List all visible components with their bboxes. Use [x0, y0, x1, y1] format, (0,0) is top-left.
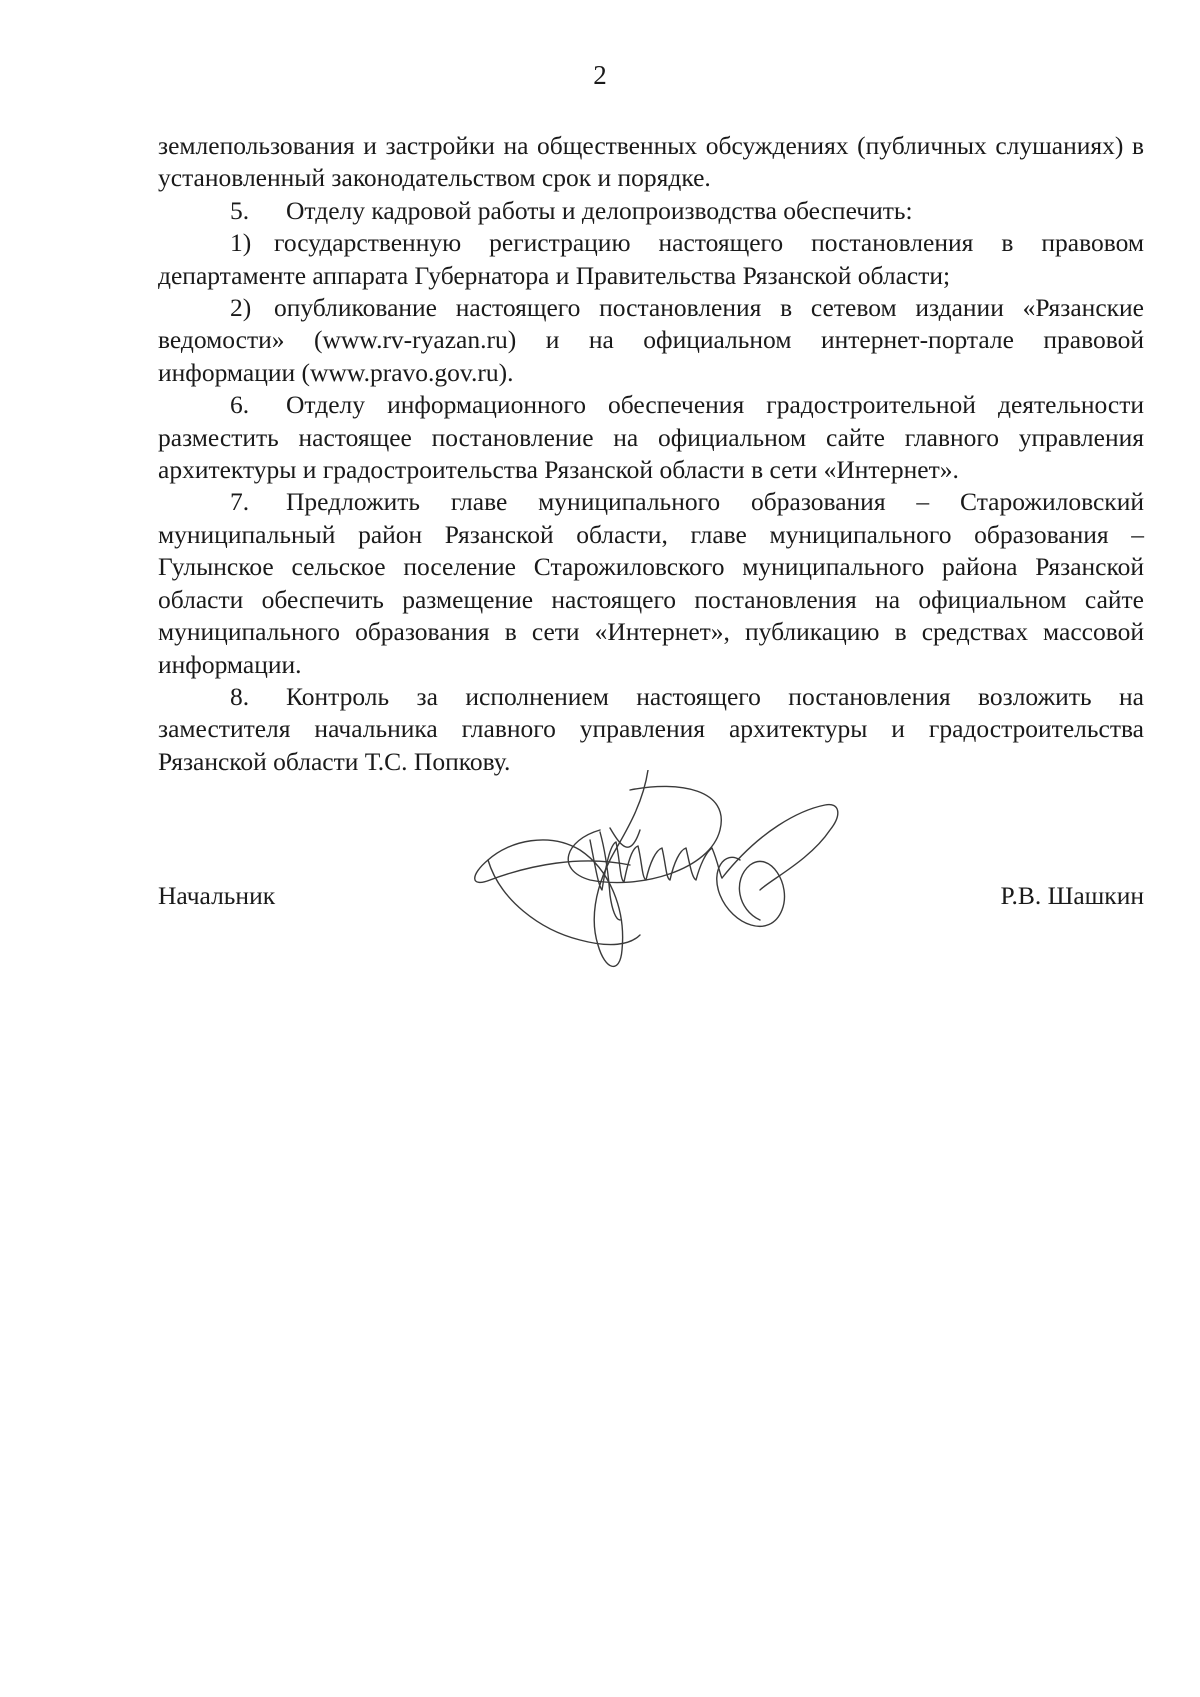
item-number: 7.: [230, 487, 250, 517]
item-number: 5.: [230, 195, 250, 225]
paragraph-text: Контроль за исполнением настоящего постановления возложить на заместителя начальника главного управления архитектуры и градостроительства Рязанской области Т.С. Попкову.: [158, 681, 1144, 776]
signatory-name: Р.В. Шашкин: [1000, 881, 1144, 910]
paragraph-continuation: [158, 130, 1144, 195]
paragraph-subitem-2: [158, 292, 1144, 389]
paragraph-subitem-1: [158, 227, 1144, 292]
paragraph-text: землепользования и застройки на общественных обсуждениях (публичных слушаниях) в установленный законодательством срок и порядке.: [158, 131, 1144, 193]
paragraph-text: государственную регистрацию настоящего постановления в правовом департаменте аппарата Губернатора и Правительства Рязанской области;: [158, 228, 1144, 290]
page-number: 2: [593, 60, 607, 90]
paragraph-text: Отделу информационного обеспечения градостроительной деятельности разместить настоящее постановление на официальном сайте главного управления архитектуры и градостроительства Рязанской области в сети «Интернет».: [158, 390, 1144, 485]
document-body: [158, 130, 1144, 778]
signature-block: [158, 880, 1144, 920]
paragraph-item-6: [158, 389, 1144, 486]
paragraph-text: опубликование настоящего постановления в сетевом издании «Рязанские ведомости» (www.rv-ryazan.ru) и на официальном интернет-портале правовой информации (www.pravo.gov.ru).: [158, 293, 1144, 387]
item-number: 8.: [230, 681, 250, 711]
signatory-title: Начальник: [158, 881, 276, 910]
paragraph-item-5: [158, 195, 1144, 227]
item-number: 2): [230, 293, 252, 323]
item-number: 1): [230, 228, 252, 258]
paragraph-text: Предложить главе муниципального образования – Старожиловский муниципальный район Рязанской области, главе муниципального образования – Гулынское сельское поселение Старожиловского муниципального района Рязанской области обеспечить размещение настоящего постановления на официальном сайте муниципального образования в сети «Интернет», публикацию в средствах массовой информации.: [158, 487, 1144, 679]
paragraph-text: Отделу кадровой работы и делопроизводства обеспечить:: [286, 195, 913, 225]
item-number: 6.: [230, 390, 250, 420]
paragraph-item-8: [158, 681, 1144, 778]
paragraph-item-7: [158, 486, 1144, 680]
